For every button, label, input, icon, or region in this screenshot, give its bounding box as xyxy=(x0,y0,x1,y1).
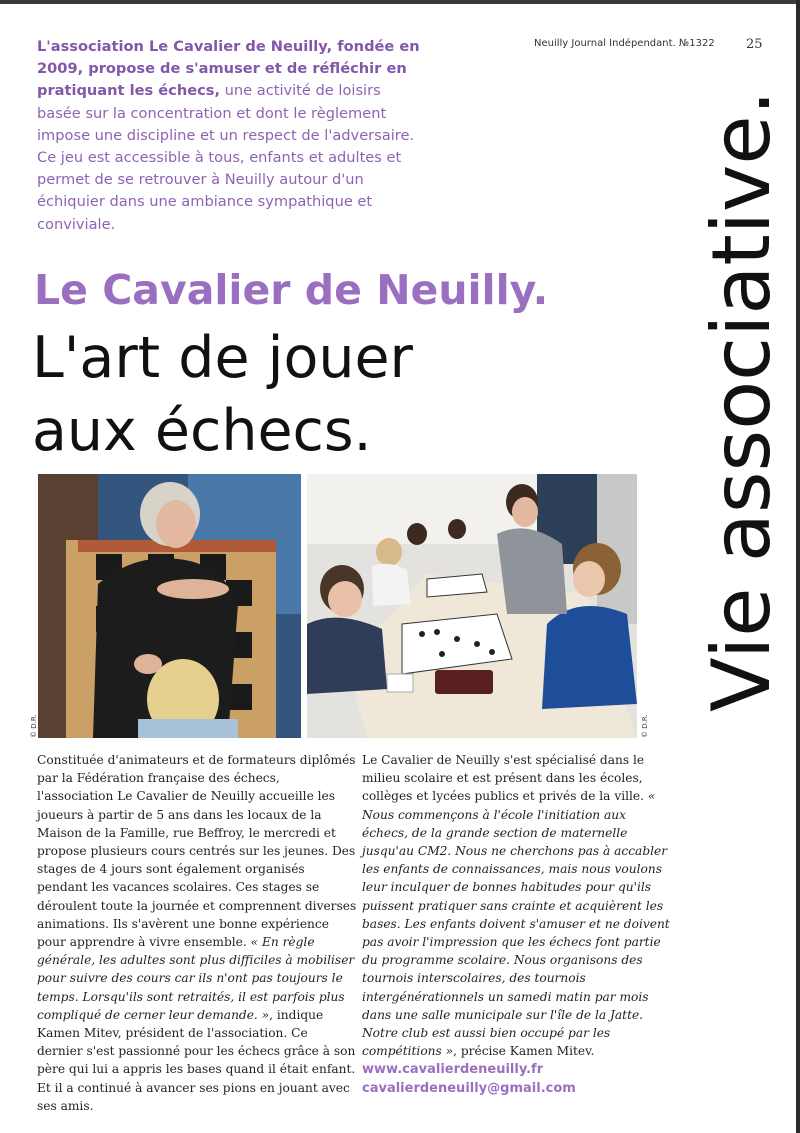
article-title: Le Cavalier de Neuilly. xyxy=(34,266,549,314)
photo-credit-right: © D.R. xyxy=(641,714,649,738)
article-paragraph: Constituée d'animateurs et de formateurs diplômés par la Fédération française des échecs, l'association Le Cavalier de Neuilly accueille les joueurs à partir de 5 ans dans les locaux de la Maison de la Famille, rue Beffroy, le mercredi et propose plusieurs cours centrés sur les jeunes. Des stages de 4 jours sont également organisés pendant les vacances scolaires. Ces stages se déroulent toute la journée et comprennent diverses animations. Ils s'avèrent une bonne expérience pour apprendre à vivre ensemble. xyxy=(37,753,357,950)
article-column-right xyxy=(362,751,672,1060)
intro-rest: une activité de loisirs basée sur la concentration et dont le règlement impose une discipline et un respect de l'adversaire. Ce jeu est accessible à tous, enfants et adultes et permet de se retrouver à Neuilly autour d'un échiquier dans une ambiance sympathique et conviviale. xyxy=(37,82,415,233)
article-paragraph: Le Cavalier de Neuilly s'est spécialisé dans le milieu scolaire et est présent dans les écoles, collèges et lycées publics et privés de la ville. xyxy=(362,753,648,804)
article-column-left xyxy=(37,751,357,1115)
intro-lead: L'association Le Cavalier de Neuilly, fondée en 2009, propose de s'amuser et de réfléchir en pratiquant les échecs, xyxy=(37,38,420,100)
photo-classroom xyxy=(307,474,637,738)
article-subtitle: L'art de jouer aux échecs. xyxy=(32,325,413,464)
email-link[interactable]: cavalierdeneuilly@gmail.com xyxy=(362,1081,576,1096)
right-border xyxy=(796,0,800,1133)
article-text-right xyxy=(362,751,672,1060)
intro-paragraph xyxy=(37,36,427,236)
article-paragraph: , précise Kamen Mitev. xyxy=(453,1044,595,1059)
section-title: Vie associative. xyxy=(695,90,788,712)
photo-credit-left: © D.R. xyxy=(30,714,38,738)
photo-instructor-image xyxy=(38,474,301,738)
journal-name: Neuilly Journal Indépendant. №1322 xyxy=(534,38,715,49)
website-link[interactable]: www.cavalierdeneuilly.fr xyxy=(362,1062,544,1077)
page-number: 25 xyxy=(746,37,763,52)
article-text-left xyxy=(37,751,357,1115)
article-paragraph: , indique Kamen Mitev, président de l'association. Ce dernier s'est passionné pour les échecs grâce à son père qui lui a appris les bases quand il était enfant. Et il a continué à avancer ses pions en jouant avec ses amis. xyxy=(37,1007,356,1113)
article-quote: « Nous commençons à l'école l'initiation aux échecs, de la grande section de maternelle jusqu'au CM2. Nous ne cherchons pas à accabler les enfants de connaissances, mais nous voulons leur inculquer de bonnes habitudes pour qu'ils puissent pratiquer sans crainte et acquièrent les bases. Les enfants doivent s'amuser et ne doivent pas avoir l'impression que les échecs font partie du programme scolaire. Nous organisons des tournois interscolaires, des tournois intergénérationnels un samedi matin par mois dans une salle municipale sur l'île de la Jatte. Notre club est aussi bien occupé par les compétitions » xyxy=(362,789,670,1059)
photo-classroom-image xyxy=(307,474,637,738)
article-quote: « En règle générale, les adultes sont plus difficiles à mobiliser pour suivre des cours car ils n'ont pas toujours le temps. Lorsqu'ils sont retraités, il est parfois plus compliqué de cerner leur demande. » xyxy=(37,935,355,1022)
contact-block xyxy=(362,1060,576,1098)
photo-instructor xyxy=(38,474,301,738)
top-border xyxy=(0,0,800,4)
